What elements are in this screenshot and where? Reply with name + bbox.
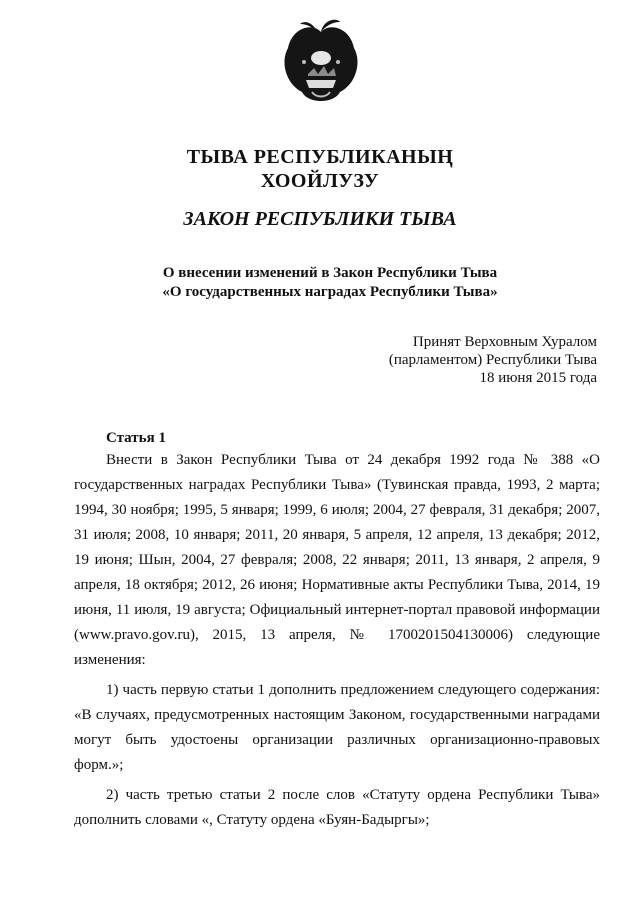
subject-line1: О внесении изменений в Закон Республики Тыва [162, 265, 498, 281]
article-1-heading: Статья 1 [106, 430, 166, 446]
title-tuvan-line2: ХООЙЛУЗУ [260, 170, 380, 192]
article-1-body [74, 448, 600, 833]
article-1-item-2: 2) часть третью статьи 2 после слов «Статуту ордена Республики Тыва» дополнить словами «, Статуту ордена «Буян-Бадыргы»; [74, 787, 600, 828]
coat-of-arms-emblem [278, 18, 364, 118]
title-tuvan-line1: ТЫВА РЕСПУБЛИКАНЫҢ [186, 146, 454, 168]
adoption-line2: (парламентом) Республики Тыва [388, 352, 597, 368]
adoption-block [389, 333, 597, 387]
title-russian: ЗАКОН РЕСПУБЛИКИ ТЫВА [183, 208, 457, 230]
subject-line2: «О государственных наградах Республики Тыва» [162, 284, 498, 300]
law-subject [0, 264, 640, 302]
adoption-date: 18 июня 2015 года [479, 370, 597, 386]
article-1-item-1: 1) часть первую статьи 1 дополнить предложением следующего содержания: «В случаях, предусмотренных настоящим Законом, государственными наградами могут быть удостоены организации различных организационно-правовых форм.»; [74, 682, 600, 773]
adoption-line1: Принят Верховным Хуралом [412, 334, 597, 350]
article-1-intro: Внести в Закон Республики Тыва от 24 декабря 1992 года № 388 «О государственных наградах Республики Тыва» (Тувинская правда, 1993, 2 марта; 1994, 30 ноября; 1995, 5 января; 1999, 6 июля; 2004, 27 февраля, 31 декабря; 2007, 31 июля; 2008, 10 января; 2011, 20 января, 5 апреля, 12 апреля, 13 декабря; 2012, 19 июня; Шын, 2004, 27 февраля; 2008, 22 января; 2011, 13 января, 2 апреля, 9 апреля, 18 октября; 2012, 26 июня; Нормативные акты Республики Тыва, 2014, 19 июня, 11 июля, 19 августа; Официальный интернет-портал правовой информации (www.pravo.gov.ru), 2015, 13 апреля, № 1700201504130006) следующие изменения: [74, 452, 600, 668]
